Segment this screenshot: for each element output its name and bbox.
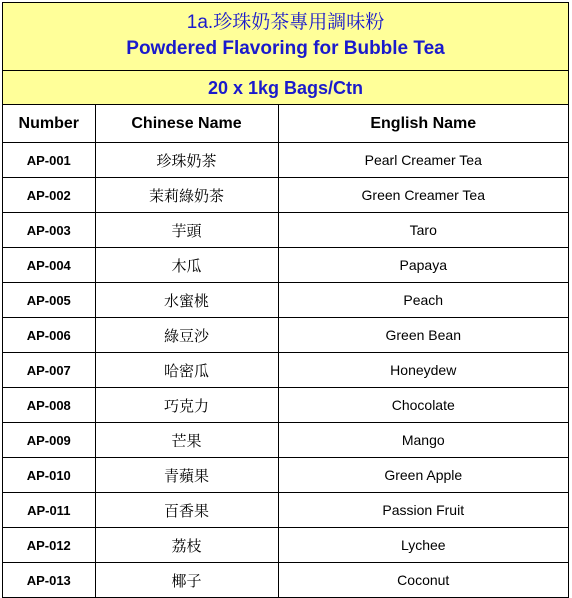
chinese-name: 椰子	[95, 563, 278, 598]
title-chinese: 1a.珍珠奶茶專用調味粉	[186, 12, 385, 33]
chinese-name: 芒果	[95, 423, 278, 458]
english-name: Green Bean	[278, 318, 568, 353]
table-row	[3, 283, 568, 318]
english-name: Papaya	[278, 248, 568, 283]
table-row	[3, 563, 568, 598]
table-row	[3, 388, 568, 423]
table-body	[3, 143, 568, 598]
chinese-name: 哈密瓜	[95, 353, 278, 388]
table-row	[3, 213, 568, 248]
english-name: Chocolate	[278, 388, 568, 423]
table-row	[3, 528, 568, 563]
english-name: Taro	[278, 213, 568, 248]
chinese-name: 茉莉綠奶茶	[95, 178, 278, 213]
chinese-name: 百香果	[95, 493, 278, 528]
title-banner	[3, 3, 568, 71]
title-english: Powdered Flavoring for Bubble Tea	[126, 38, 445, 59]
column-header-chinese-name: Chinese Name	[95, 105, 278, 143]
english-name: Honeydew	[278, 353, 568, 388]
product-number: AP-002	[3, 178, 95, 213]
table-row	[3, 143, 568, 178]
chinese-name: 芋頭	[95, 213, 278, 248]
product-number: AP-003	[3, 213, 95, 248]
table-row	[3, 493, 568, 528]
product-number: AP-007	[3, 353, 95, 388]
product-number: AP-012	[3, 528, 95, 563]
product-number: AP-011	[3, 493, 95, 528]
english-name: Pearl Creamer Tea	[278, 143, 568, 178]
table-header-row	[3, 105, 568, 143]
chinese-name: 巧克力	[95, 388, 278, 423]
chinese-name: 綠豆沙	[95, 318, 278, 353]
english-name: Green Apple	[278, 458, 568, 493]
chinese-name: 木瓜	[95, 248, 278, 283]
table-row	[3, 248, 568, 283]
english-name: Mango	[278, 423, 568, 458]
english-name: Coconut	[278, 563, 568, 598]
table-row	[3, 178, 568, 213]
table-row	[3, 423, 568, 458]
column-header-english-name: English Name	[278, 105, 568, 143]
table-row	[3, 353, 568, 388]
column-header-number: Number	[3, 105, 95, 143]
product-number: AP-010	[3, 458, 95, 493]
product-sheet	[2, 2, 569, 598]
product-number: AP-006	[3, 318, 95, 353]
product-table	[3, 105, 568, 598]
product-number: AP-013	[3, 563, 95, 598]
product-number: AP-004	[3, 248, 95, 283]
english-name: Lychee	[278, 528, 568, 563]
packaging-banner: 20 x 1kg Bags/Ctn	[3, 71, 568, 105]
product-number: AP-001	[3, 143, 95, 178]
product-number: AP-005	[3, 283, 95, 318]
chinese-name: 水蜜桃	[95, 283, 278, 318]
english-name: Peach	[278, 283, 568, 318]
chinese-name: 珍珠奶茶	[95, 143, 278, 178]
table-row	[3, 458, 568, 493]
product-number: AP-008	[3, 388, 95, 423]
chinese-name: 荔枝	[95, 528, 278, 563]
english-name: Passion Fruit	[278, 493, 568, 528]
english-name: Green Creamer Tea	[278, 178, 568, 213]
chinese-name: 青蘋果	[95, 458, 278, 493]
product-number: AP-009	[3, 423, 95, 458]
table-row	[3, 318, 568, 353]
